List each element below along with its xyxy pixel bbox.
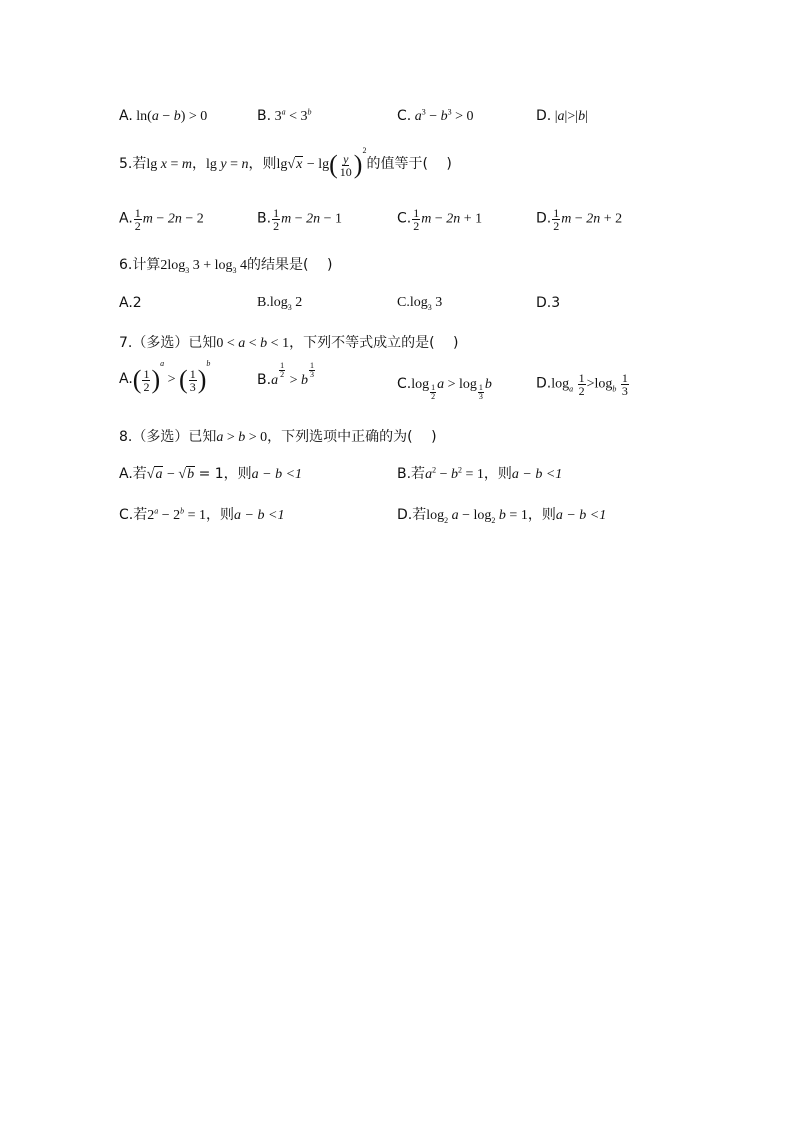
q5-option-c-expr: m − 2n + 1: [421, 211, 483, 227]
q6-option-a: A.2: [119, 295, 142, 311]
q5-option-d: D. $\frac{1}{2}$ m − 2n + 2: [536, 206, 623, 233]
q5-option-d-fraction: $\frac{1}{2}$: [553, 206, 560, 233]
q7-condition: 0 < a < b < 1: [216, 336, 290, 351]
q5-option-b-fraction: $\frac{1}{2}$: [273, 206, 280, 233]
q4-option-d-expr: |a|>|b|: [554, 109, 588, 124]
q8-option-c: C.若$2^a - 2^b = 1$，则a − b <1: [119, 506, 285, 523]
q4-option-a-expr: ln(a − b) > 0: [136, 109, 208, 124]
q7-option-c: C.log $\frac{1}{2}$ a > log $\frac{1}{3}$ b: [397, 376, 492, 402]
q6-stem: 6.计算$2\log_3$ $3 + \log_3 4$的结果是( ): [119, 257, 333, 275]
q5-cond1: lg x = m: [146, 157, 192, 173]
q6-option-d: D.3: [536, 295, 561, 311]
q5-option-d-expr: m − 2n + 2: [561, 211, 623, 227]
q4-option-d: D. |a|>|b|: [536, 108, 588, 124]
q8-option-b: B.若$a^2 - b^2 = 1$，则a − b <1: [397, 465, 563, 482]
q5-expression: lg√x − lg( $\frac{y}{10}$ )$^2$: [276, 145, 367, 179]
q5-option-b-expr: m − 2n − 1: [281, 211, 342, 227]
q8-option-a: A.若√a − √b = 1，则a − b <1: [119, 466, 303, 482]
q8-stem: 8.（多选）已知a > b > 0，下列选项中正确的为( ): [119, 429, 437, 445]
q8-option-d: D.若$\log_2 a - \log_2 b = 1$，则a − b <1: [397, 507, 607, 525]
q7-stem: 7.（多选）已知0 < a < b < 1，下列不等式成立的是( ): [119, 335, 459, 351]
q8-condition: a > b > 0: [216, 430, 268, 445]
q7-option-b: B.a $\frac{1}{2}$ > b $\frac{1}{3}$: [257, 361, 314, 388]
q5-option-c-fraction: $\frac{1}{2}$: [413, 206, 420, 233]
q4-option-c: C. $a^3 - b^3 > 0$: [397, 107, 474, 124]
q7-option-a: A.( $\frac{1}{2}$ )$^a$ > ( $\frac{1}{3}$ )$^b$: [119, 358, 211, 394]
q5-option-a-expr: m − 2n − 2: [142, 211, 204, 227]
q5-option-c: C. $\frac{1}{2}$ m − 2n + 1: [397, 206, 483, 233]
q6-option-c: $C.\log_3$ 3: [397, 295, 443, 312]
q6-expression: $2\log_3$ $3 + \log_3 4$: [160, 258, 248, 275]
q4-option-b: B. $3^a < 3^b$: [257, 107, 312, 124]
q5-cond2: lg y = n: [206, 157, 249, 173]
q4-option-a: A. ln(a − b) > 0: [119, 108, 208, 124]
q7-option-d: $D.\log_a$ $\frac{1}{2}$ $>\log_b$ $\frac{1}{3}$: [536, 371, 628, 398]
q5-stem: 5.若lg x = m，lg y = n，则lg√x − lg( $\frac{y}{10}$ )$^2$的值等于( ): [119, 145, 452, 179]
q6-option-b: $B.\log_3$ 2: [257, 295, 303, 312]
q4-option-c-expr: $a^3 - b^3 > 0$: [414, 107, 474, 124]
q5-option-a: A. $\frac{1}{2}$ m − 2n − 2: [119, 206, 204, 233]
q4-option-b-expr: $3^a < 3^b$: [274, 107, 312, 124]
q5-option-b: B. $\frac{1}{2}$ m − 2n − 1: [257, 206, 342, 233]
q5-option-a-fraction: $\frac{1}{2}$: [134, 206, 141, 233]
